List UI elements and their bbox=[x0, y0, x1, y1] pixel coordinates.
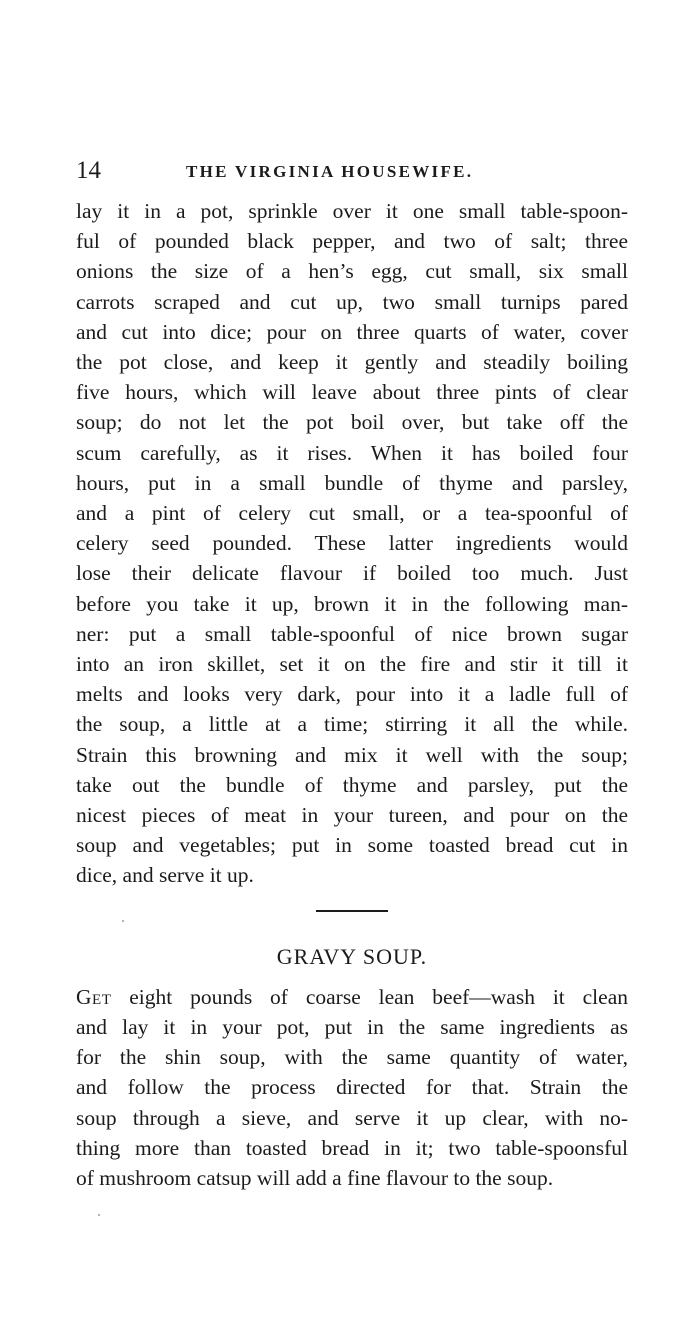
text-line: and a pint of celery cut small, or a tea-spoonful of bbox=[76, 501, 628, 525]
section-text-line: for the shin soup, with the same quantity of water, bbox=[76, 1045, 628, 1070]
section-text-line: and lay it in your pot, put in the same ingredients as bbox=[76, 1015, 628, 1039]
text-line: lose their delicate flavour if boiled too much. Just bbox=[76, 561, 628, 586]
text-line: dice, and serve it up. bbox=[76, 863, 254, 888]
text-line: ful of pounded black pepper, and two of salt; three bbox=[76, 229, 628, 254]
section-text-line: thing more than toasted bread in it; two table-spoonsful bbox=[76, 1135, 628, 1160]
page-number: 14 bbox=[76, 157, 101, 184]
section-first-line-rest: eight pounds of coarse lean beef—wash it clean bbox=[111, 985, 628, 1009]
text-line: the pot close, and keep it gently and steadily boiling bbox=[76, 350, 628, 374]
text-line: soup; do not let the pot boil over, but take off the bbox=[76, 410, 628, 435]
text-line: take out the bundle of thyme and parsley, put the bbox=[76, 772, 628, 797]
text-line: before you take it up, brown it in the following man- bbox=[76, 591, 628, 616]
text-line: carrots scraped and cut up, two small turnips pared bbox=[76, 289, 628, 314]
section-divider bbox=[316, 910, 388, 912]
section-first-word: Get bbox=[76, 985, 112, 1009]
running-title: THE VIRGINIA HOUSEWIFE. bbox=[186, 162, 474, 181]
text-line: nicest pieces of meat in your tureen, and pour on the bbox=[76, 803, 628, 827]
print-speck bbox=[122, 920, 124, 922]
text-line: celery seed pounded. These latter ingredients would bbox=[76, 531, 628, 556]
section-text-line: of mushroom catsup will add a fine flavour to the soup. bbox=[76, 1166, 554, 1190]
text-line: the soup, a little at a time; stirring it all the while. bbox=[76, 712, 628, 737]
text-line: soup and vegetables; put in some toasted bread cut in bbox=[76, 833, 628, 858]
text-line: ner: put a small table-spoonful of nice brown sugar bbox=[76, 621, 628, 646]
running-head bbox=[76, 156, 628, 190]
print-speck bbox=[98, 1214, 100, 1216]
text-line: and cut into dice; pour on three quarts of water, cover bbox=[76, 319, 628, 344]
text-line: Strain this browning and mix it well with the soup; bbox=[76, 742, 628, 767]
text-line: lay it in a pot, sprinkle over it one small table-spoon- bbox=[76, 199, 628, 223]
text-line: scum carefully, as it rises. When it has boiled four bbox=[76, 440, 628, 465]
text-line: melts and looks very dark, pour into it a ladle full of bbox=[76, 682, 628, 707]
text-line: onions the size of a hen’s egg, cut small, six small bbox=[76, 259, 628, 284]
text-line: into an iron skillet, set it on the fire and stir it till it bbox=[76, 652, 628, 676]
section-title: GRAVY SOUP. bbox=[276, 944, 428, 969]
text-line: hours, put in a small bundle of thyme and parsley, bbox=[76, 470, 628, 495]
text-line: five hours, which will leave about three pints of clear bbox=[76, 380, 628, 405]
section-text-line: and follow the process directed for that. Strain the bbox=[76, 1075, 628, 1100]
section-text-line: soup through a sieve, and serve it up clear, with no- bbox=[76, 1105, 628, 1130]
section-first-line bbox=[76, 982, 628, 1012]
